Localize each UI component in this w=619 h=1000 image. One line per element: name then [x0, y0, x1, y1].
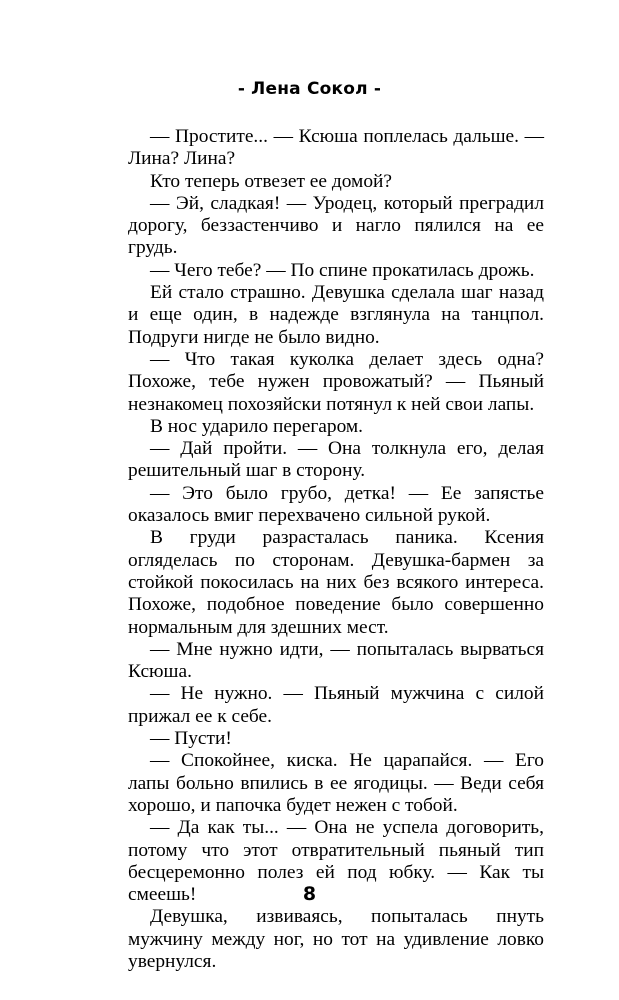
- paragraph: — Чего тебе? — По спине прокатилась дрожь.: [150, 259, 535, 281]
- paragraph: — Дай пройти. — Она толкнула его, делая решительный шаг в сторону.: [128, 438, 544, 482]
- paragraph: — Простите... — Ксюша поплелась дальше. — Лина? Лина?: [128, 126, 544, 170]
- paragraph: — Да как ты... — Она не успела договорить, потому что этот отвратительный пьяный тип бесцеремонно полез ей под юбку. — Как ты смеешь!: [128, 817, 544, 906]
- running-header: - Лена Сокол -: [237, 79, 382, 99]
- page-number: 8: [302, 883, 317, 905]
- paragraph: — Пусти!: [150, 728, 232, 750]
- paragraph: В нос ударило перегаром.: [150, 415, 364, 437]
- body-text: [128, 126, 544, 973]
- paragraph: — Это было грубо, детка! — Ее запястье оказалось вмиг перехвачено сильной рукой.: [128, 482, 544, 527]
- paragraph: Девушка, извиваясь, попыталась пнуть мужчину между ног, но тот на удивление ловко увернулся.: [128, 906, 544, 972]
- paragraph: — Спокойнее, киска. Не царапайся. — Его лапы больно впились в ее ягодицы. — Веди себя хорошо, и папочка будет нежен с тобой.: [128, 750, 544, 816]
- paragraph: — Эй, сладкая! — Уродец, который преградил дорогу, беззастенчиво и нагло пялился на ее грудь.: [128, 192, 544, 259]
- paragraph: — Мне нужно идти, — попыталась вырваться Ксюша.: [128, 638, 544, 683]
- paragraph: В груди разрасталась паника. Ксения огляделась по сторонам. Девушка-бармен за стойкой покосилась на них без всякого интереса. Похоже, подобное поведение было совершенно нормальным для здешних мест.: [128, 527, 544, 638]
- paragraph: — Не нужно. — Пьяный мужчина с силой прижал ее к себе.: [128, 683, 544, 727]
- paragraph: Кто теперь отвезет ее домой?: [150, 170, 392, 192]
- paragraph: — Что такая куколка делает здесь одна? Похоже, тебе нужен провожатый? — Пьяный незнакомец похозяйски потянул к ней свои лапы.: [128, 348, 544, 415]
- paragraph: Ей стало страшно. Девушка сделала шаг назад и еще один, в надежде взглянула на танцпол. Подруги нигде не было видно.: [128, 282, 544, 348]
